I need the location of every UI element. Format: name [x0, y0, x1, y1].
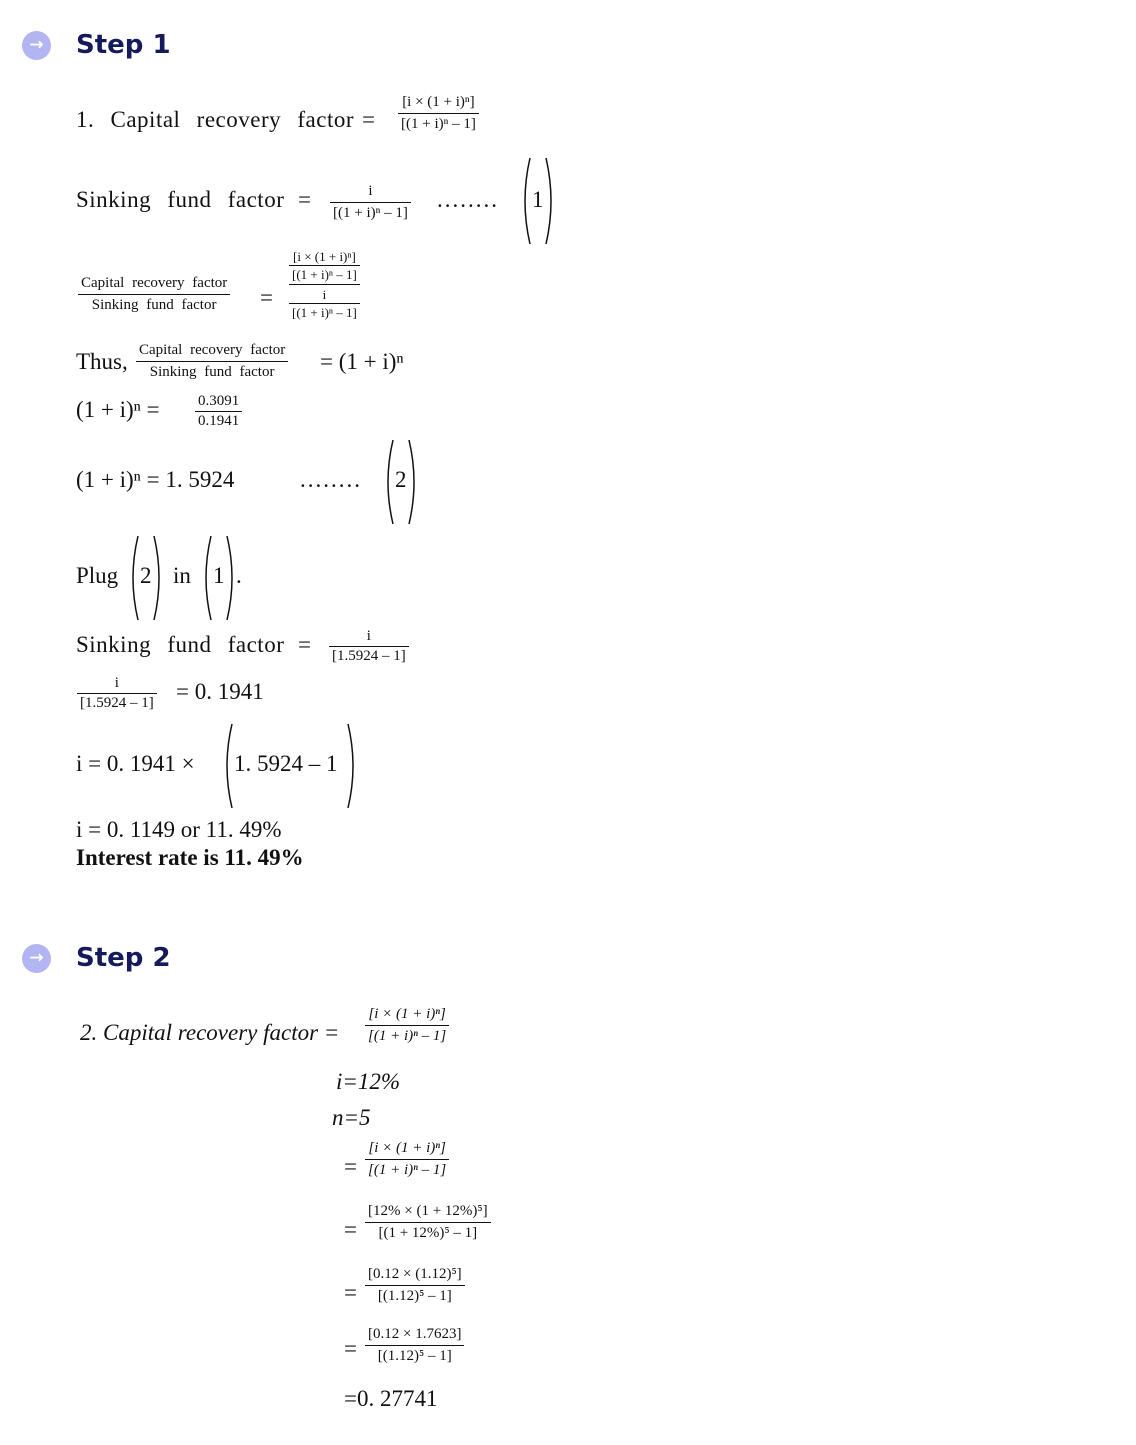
step-1-header: [22, 30, 171, 60]
sff-substituted-fraction: [329, 629, 409, 664]
fraction-denominator: [1.5924 – 1]: [332, 648, 406, 664]
period: .: [236, 563, 242, 588]
fraction-denominator: [(1 + i)ⁿ – 1]: [292, 305, 357, 320]
fraction-denominator: [1.5924 – 1]: [80, 695, 154, 711]
step-title: Step 2: [76, 943, 171, 973]
leader-dots: ........: [300, 467, 362, 492]
nested-lower-fraction: [289, 288, 360, 319]
thus-word: Thus,: [76, 349, 128, 374]
crf-label: 2. Capital recovery factor =: [80, 1020, 340, 1045]
fraction-denominator: [(1 + i)ⁿ – 1]: [292, 267, 357, 282]
ratio-fraction: [78, 276, 230, 313]
power-lhs: (1 + i)ⁿ =: [76, 397, 160, 422]
equals-sign: =: [344, 1280, 357, 1305]
fraction-numerator: [0.12 × (1.12)⁵]: [368, 1266, 462, 1282]
nested-fraction: [289, 250, 360, 319]
step-2-header: [22, 943, 171, 973]
conclusion: Interest rate is 11. 49%: [76, 845, 304, 870]
crf-substituted-fraction: [365, 1204, 491, 1241]
power-result: (1 + i)ⁿ = 1. 5924: [76, 467, 235, 492]
fraction-denominator: [(1 + i)ⁿ – 1]: [333, 205, 408, 221]
fraction-denominator: [(1 + i)ⁿ – 1]: [368, 1028, 447, 1044]
sff-label: Sinking fund factor: [76, 632, 285, 657]
sff-label: Sinking fund factor: [76, 187, 285, 212]
equals-sign: =: [362, 107, 375, 132]
fraction-numerator: [0.12 × 1.7623]: [368, 1326, 462, 1342]
nested-upper-fraction: [289, 250, 360, 281]
leader-dots: ........: [437, 187, 499, 212]
fraction-numerator: 0.3091: [198, 393, 240, 409]
fraction-denominator: [(1.12)⁵ – 1]: [377, 1288, 452, 1304]
fraction-numerator: [i × (1 + i)ⁿ]: [293, 249, 356, 264]
equals-sign: =: [298, 632, 311, 657]
equals-sign: =: [260, 285, 273, 310]
fraction-numerator: [i × (1 + i)ⁿ]: [368, 1140, 446, 1156]
step-title: Step 1: [76, 30, 171, 60]
fraction-numerator: i: [368, 183, 373, 199]
equation-ref-number: 1: [532, 187, 544, 212]
interest-paren-content: 1. 5924 – 1: [234, 751, 338, 776]
sff-fraction: [330, 184, 411, 221]
crf-evaluated-fraction: [365, 1327, 464, 1364]
equals-sign: =: [344, 1336, 357, 1361]
plug-ref-number: 2: [140, 563, 152, 588]
fraction-numerator: Capital recovery factor: [139, 342, 286, 358]
fraction-numerator: [i × (1 + i)ⁿ]: [368, 1006, 446, 1022]
interest-result: i = 0. 1149 or 11. 49%: [76, 817, 282, 842]
final-result: =0. 27741: [344, 1386, 438, 1411]
fraction-denominator: [(1 + 12%)⁵ – 1]: [378, 1225, 478, 1241]
arrow-right-icon[interactable]: →: [22, 944, 51, 973]
crf-general-fraction: [365, 1007, 449, 1044]
power-fraction: [195, 394, 242, 429]
arrow-right-icon[interactable]: →: [22, 31, 51, 60]
plug-ref-number: 1: [213, 563, 225, 588]
fraction-numerator: [12% × (1 + 12%)⁵]: [368, 1203, 488, 1219]
plug-word: Plug: [76, 563, 119, 588]
fraction-denominator: Sinking fund factor: [91, 297, 217, 313]
fraction-denominator: 0.1941: [198, 413, 240, 429]
equals-sign: =: [298, 187, 311, 212]
crf-fraction: [398, 95, 479, 132]
fraction-numerator: i: [114, 675, 119, 691]
fraction-numerator: i: [366, 628, 371, 644]
fraction-numerator: Capital recovery factor: [81, 275, 228, 291]
fraction-denominator: [(1 + i)ⁿ – 1]: [368, 1162, 447, 1178]
plug-in-word: in: [173, 563, 191, 588]
equals-sign: =: [344, 1154, 357, 1179]
fraction-numerator: [i × (1 + i)ⁿ]: [402, 94, 475, 110]
interest-lhs: i = 0. 1941 ×: [76, 751, 195, 776]
thus-fraction: [136, 343, 288, 380]
fraction-denominator: Sinking fund factor: [149, 364, 275, 380]
crf-decimal-fraction: [365, 1267, 465, 1304]
equation-ref-number: 2: [395, 467, 407, 492]
given-interest: i=12%: [336, 1069, 401, 1094]
fraction-numerator: i: [322, 287, 327, 302]
crf-label: 1. Capital recovery factor: [76, 107, 354, 132]
sub-rhs: = 0. 1941: [176, 679, 264, 704]
fraction-denominator: [(1 + i)ⁿ – 1]: [401, 116, 476, 132]
thus-rhs: = (1 + i)ⁿ: [320, 349, 404, 374]
fraction-denominator: [(1.12)⁵ – 1]: [377, 1348, 452, 1364]
sub-fraction: [77, 676, 157, 711]
crf-formula-fraction: [365, 1141, 449, 1178]
equals-sign: =: [344, 1217, 357, 1242]
given-periods: n=5: [332, 1105, 371, 1130]
